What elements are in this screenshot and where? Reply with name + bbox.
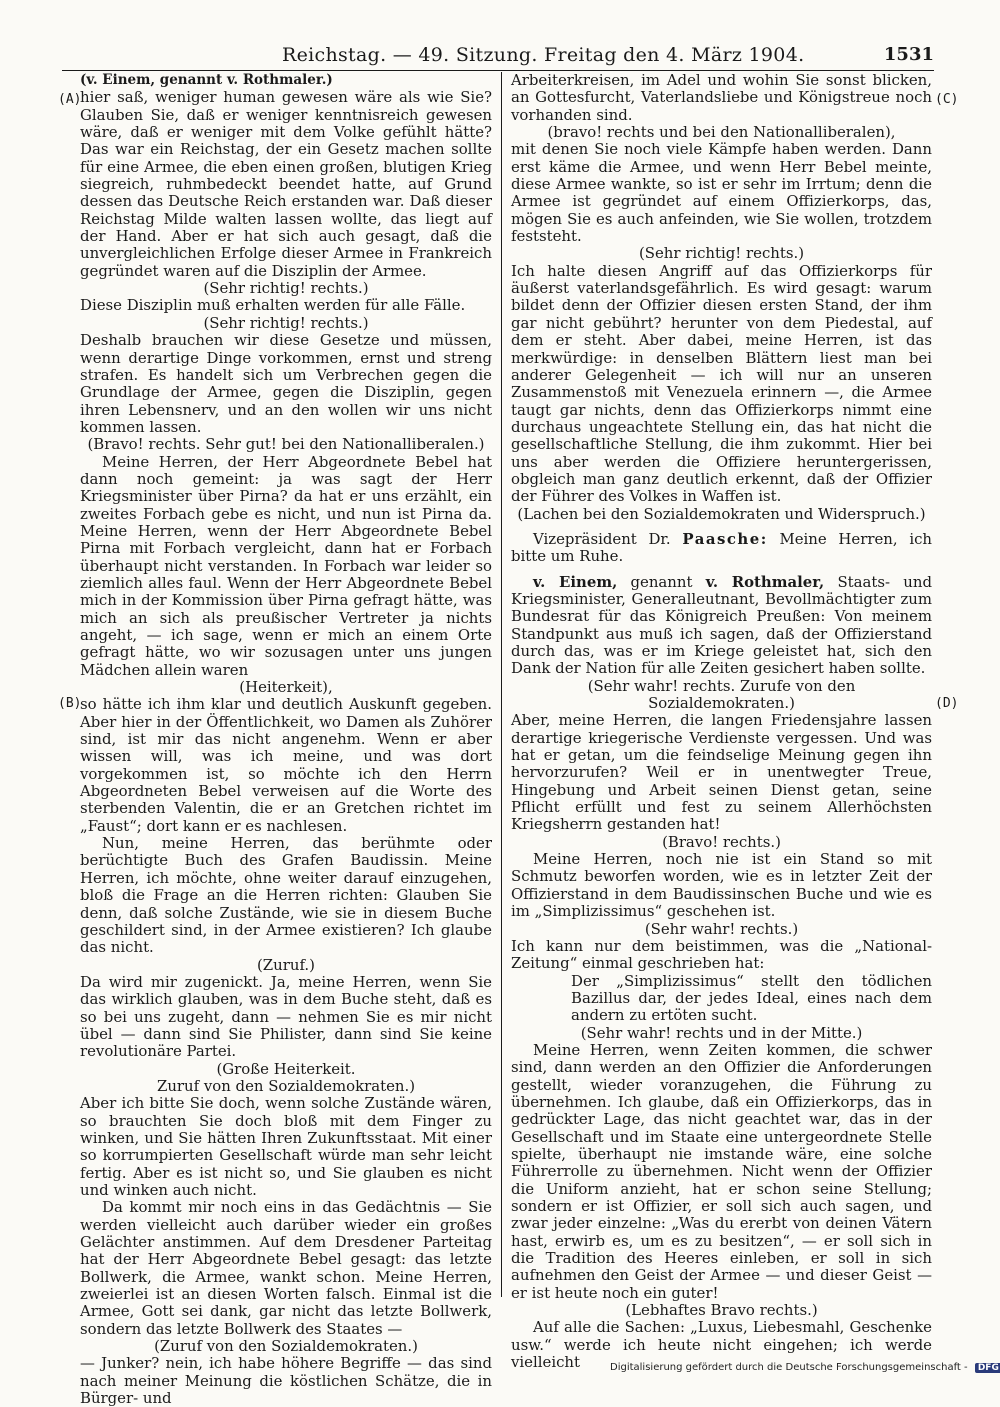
paragraph: hier saß, weniger human gewesen wäre als wie Sie? Glauben Sie, daß er weniger kenntnisreich gewesen wäre, daß er weniger mit dem Volke gefühlt hätte? Das war ein Reichstag, der ein Gesetz machen sollte für eine Armee, die eben einen großen, blutigen Krieg siegreich, ruhmbedeckt beendet hatte, auf Grund dessen das Deutsche Reich erstanden war. Daß dieser Reichstag Milde walten lassen wollte, das liegt auf der Hand. Aber er hat sich auch gesagt, daß die unvergleichlichen Erfolge dieser Armee in Frankreich gegründet waren auf die Disziplin der Armee. — [80, 88, 492, 280]
speaker-genannt: genannt — [630, 572, 693, 591]
dfg-logo: DFG — [975, 1363, 1000, 1373]
quotation: Der „Simplizissimus“ stellt den tödlichen Bazillus dar, der jedes Ideal, eines nach dem andern zu ertöten sucht. — [571, 971, 932, 1025]
reaction: (Sehr richtig! rechts.) — [638, 244, 805, 263]
vp-text: Meine Herren, ich bitte um Ruhe. — [511, 529, 933, 566]
paragraph: Meine Herren, wenn Zeiten kommen, die schwer sind, dann werden an den Offizier die Anforderungen gestellt, wieder voranzugehen, die Führung zu übernehmen. Ich glaube, daß ein Offizierkorps, das in gedrückter Lage, das nicht geachtet war, das in der Gesellschaft und im Staate eine untergeordnete Stelle spielte, überhaupt nie imstande wäre, eine solche Führerrolle zu übernehmen. Nicht wenn der Offizier die Uniform anzieht, hat er schon seine Stellung; sondern er ist Offizier, er soll sich auch sagen, und zwar jeder einzelne: „Was du ererbt von deinen Vätern hast, erwirb es, um es zu besitzen“, — er soll sich in die Tradition des Heeres einleben, er soll in sich aufnehmen den Geist der Armee — und dieser Geist — er ist heute noch ein guter! — [511, 1040, 932, 1302]
paragraph: Ich kann nur dem beistimmen, was die „National-Zeitung“ einmal geschrieben hat: — [511, 936, 932, 973]
paragraph: Aber ich bitte Sie doch, wenn solche Zustände wären, so brauchten Sie doch bloß mit dem Finger zu winken, und Sie hätten Ihren Zukunftsstaat. Mit einer so korrumpierten Gesellschaft würde man sehr leicht fertig. Aber es ist nicht so, und Sie glauben es nicht und winken auch nicht. — [80, 1094, 492, 1199]
paragraph: so hätte ich ihm klar und deutlich Auskunft gegeben. Aber hier in der Öffentlichkeit, wo Damen als Zuhörer sind, ist mir das nicht angenehm. Wenn er aber wissen will, was ich meine, und was dort vorgekommen ist, so möchte ich den Herrn Abgeordneten Bebel verweisen auf die Worte des sterbenden Valentin, die er an Gretchen richtet im „Faust“; dort kann er es nachlesen. — [80, 695, 492, 835]
margin-marker-d: (D) — [935, 696, 959, 711]
reaction: (bravo! rechts und bei den Nationalliberalen), — [547, 123, 896, 142]
reaction: (Bravo! rechts. Sehr gut! bei den Nationalliberalen.) — [87, 435, 485, 454]
digitization-footer — [610, 1362, 999, 1376]
reaction: (Sehr richtig! rechts.) — [203, 313, 369, 332]
vp-label: Vizepräsident Dr. — [533, 529, 671, 548]
speaker-continuation: (v. Einem, genannt v. Rothmaler.) — [80, 72, 333, 88]
paragraph: Nun, meine Herren, das berühmte oder berüchtigte Buch des Grafen Baudissin. Meine Herren, ich möchte, ohne weiter darauf einzugehen, bloß die Frage an die Herren richten: Glauben Sie denn, daß solche Zustände, wie sie in diesem Buche geschildert sind, in der Armee existieren? Ich glaube das nicht. — [80, 834, 492, 957]
reaction: (Große Heiterkeit. — [216, 1059, 356, 1078]
page-header — [62, 40, 934, 71]
reaction: (Heiterkeit), — [239, 678, 333, 697]
paragraph: Ich halte diesen Angriff auf das Offizierkorps für äußerst vaterlandsgefährlich. Es wird gesagt: warum bildet denn der Offizier diesen ersten Stand, der ihm gar nicht gebührt? herunter von dem Piedestal, auf dem er steht. Aber dabei, meine Herren, ist das merkwürdige: in denselben Blättern liest man bei anderer Gelegenheit — ich will nur an unseren Zusammenstoß mit Venezuela erinnern —, die Armee taugt gar nichts, denn das Offizierkorps nimmt eine durchaus ungeachtete Stellung ein, das hat nicht die gesellschaftliche Stellung, die ihm zukommt. Hier bei uns aber werden die Offiziere heruntergerissen, obgleich man ganz deutlich erkennt, daß der Offizier der Führer des Volkes in Waffen ist. — [511, 261, 932, 506]
paragraph: Da kommt mir noch eins in das Gedächtnis — Sie werden vielleicht auch darüber wieder ein großes Gelächter anstimmen. Auf dem Dresdener Parteitag hat der Herr Abgeordnete Bebel gesagt: das letzte Bollwerk, die Armee, wankt schon. Meine Herren, zweierlei ist an diesen Worten falsch. Einmal ist die Armee, Gott sei dank, gar nicht das letzte Bollwerk, sondern das letzte Bollwerk des Staates — — [80, 1198, 492, 1338]
page-title: Reichstag. — 49. Sitzung. Freitag den 4. März 1904. — [282, 44, 805, 66]
paragraph: Meine Herren, noch nie ist ein Stand so mit Schmutz beworfen worden, wie es in letzter Zeit der Offizierstand in dem Baudissinschen Buche und wie es im „Simplizissimus“ geschehen ist. — [511, 850, 932, 921]
paragraph: — Junker? nein, ich habe höhere Begriffe — das sind nach meiner Meinung die köstlichen Schätze, die in Bürger- und — [80, 1354, 492, 1407]
speaker-name-2: v. Rothmaler, — [705, 572, 825, 591]
paragraph: Meine Herren, der Herr Abgeordnete Bebel hat dann noch gemeint: ja was sagt der Herr Kriegsminister über Pirna? da hat er uns erzählt, ein zweites Forbach gebe es nicht, und nun ist Pirna da. Meine Herren, wenn der Herr Abgeordnete Bebel Pirna mit Forbach vergleicht, dann hat er Forbach überhaupt nicht verstanden. In Forbach war leider so ziemlich alles faul. Wenn der Herr Abgeordnete Bebel mich in der Kommission über Pirna gefragt hätte, was mich an sich als preußischer Vertreter ja nichts angeht, — ich sage, wenn er mich an einem Orte gefragt hätte, wo wir sozusagen unter uns jungen Mädchen allein waren — [80, 452, 492, 679]
margin-marker-a: (A) — [58, 92, 82, 107]
right-column — [511, 72, 932, 1371]
paragraph: Diese Disziplin muß erhalten werden für alle Fälle. — [80, 296, 466, 315]
left-column — [80, 72, 492, 1407]
reaction: (Lachen bei den Sozialdemokraten und Widerspruch.) — [517, 504, 926, 523]
reaction: (Zuruf.) — [257, 955, 315, 974]
reaction: (Sehr wahr! rechts. Zurufe von den — [587, 676, 856, 695]
reaction: Zuruf von den Sozialdemokraten.) — [156, 1076, 416, 1095]
reaction: (Bravo! rechts.) — [662, 832, 781, 851]
paragraph: Arbeiterkreisen, im Adel und wohin Sie sonst blicken, an Gottesfurcht, Vaterlandsliebe und Königstreue noch vorhanden sind. — [511, 71, 932, 124]
paragraph: mit denen Sie noch viele Kämpfe haben werden. Dann erst käme die Armee, und wenn Herr Bebel meinte, diese Armee wankte, so ist er sehr im Irrtum; denn die Armee ist gegründet auf einem Offizierkorps, das, mögen Sie es auch anfeinden, wie Sie wollen, trotzdem feststeht. — [511, 140, 932, 246]
speaker-paragraph — [511, 574, 932, 678]
reaction: (Sehr wahr! rechts und in der Mitte.) — [580, 1023, 863, 1042]
page-number: 1531 — [883, 44, 934, 65]
margin-marker-b: (B) — [58, 696, 82, 711]
reaction: Sozialdemokraten.) — [648, 694, 795, 713]
reaction: (Sehr richtig! rechts.) — [203, 279, 369, 298]
footer-text: Digitalisierung gefördert durch die Deutsche Forschungsgemeinschaft - — [610, 1362, 968, 1373]
reaction: (Zuruf von den Sozialdemokraten.) — [154, 1337, 418, 1356]
paragraph: Da wird mir zugenickt. Ja, meine Herren, wenn Sie das wirklich glauben, was in dem Buche steht, daß es so bei uns zugeht, dann — nehmen Sie es mir nicht übel — dann sind Sie Philister, dann sind Sie keine revolutionäre Partei. — [80, 972, 492, 1061]
reaction: (Lebhaftes Bravo rechts.) — [625, 1301, 818, 1320]
margin-marker-c: (C) — [935, 92, 959, 107]
column-divider — [501, 72, 502, 1297]
speaker-text: Staats- und Kriegsminister, Generalleutnant, Bevollmächtigter zum Bundesrat für das Königreich Preußen: Von meinem Standpunkt aus muß ich sagen, daß der Offizierstand durch das, was er im Kriege geleistet hat, sich den Dank der Nation für alle Zeiten gesichert haben sollte. — [511, 572, 933, 678]
paragraph: Aber, meine Herren, die langen Friedensjahre lassen derartige kriegerische Verdienste vergessen. Und was hat er getan, um die feindselige Meinung gegen ihn hervorzurufen? Weil er in unentwegter Treue, Hingebung und Arbeit seinen Dienst getan, seine Pflicht erfüllt und fest zu seinem Allerhöchsten Kriegsherrn gestanden hat! — [511, 711, 932, 834]
vice-president-remark — [511, 531, 932, 566]
speaker-name: v. Einem, — [533, 572, 618, 591]
reaction: (Sehr wahr! rechts.) — [644, 919, 799, 938]
paragraph: Deshalb brauchen wir diese Gesetze und müssen, wenn derartige Dinge vorkommen, ernst und streng strafen. Es handelt sich um Verbrechen gegen die Grundlage der Armee, gegen die Disziplin, gegen ihren Lebensnerv, und an den wollen wir uns nicht kommen lassen. — [80, 331, 492, 436]
paragraph: Auf alle die Sachen: „Luxus, Liebesmahl, Geschenke usw.“ werde ich heute nicht eingehen; ich werde vielleicht — [511, 1318, 932, 1372]
vp-name: Paasche: — [682, 529, 768, 548]
